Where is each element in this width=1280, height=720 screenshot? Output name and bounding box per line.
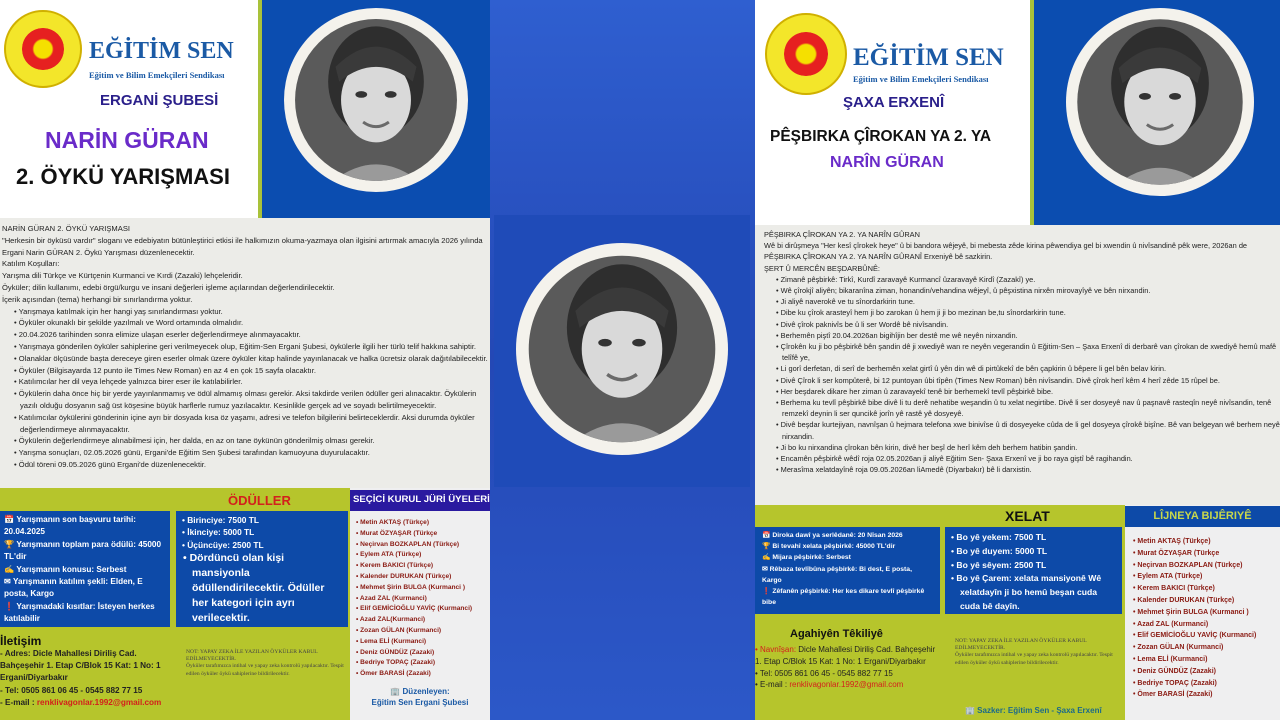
info-line: ❗ Yarışmadaki kısıtlar: İsteyen herkes katılabilir (4, 601, 155, 624)
rule-item: • Encamên pêşbirkê wêdî roja 02.05.2026an ji aliyê Eğitim Sen- Şaxa Erxenî ve ji bo raya giştî bê ragihandin. (776, 453, 1280, 464)
jury-member: • Mehmet Şirin BULGA (Kurmanci ) (356, 583, 490, 594)
note-body: Öyküler tarafımızca intihal ve yapay zeka kontrolü yapılacaktır. Tespit edilen öyküler öykü sahiplerine bildirilecektir. (955, 652, 1113, 666)
jury-member: • Deniz GÜNDÜZ (Zazaki) (356, 648, 490, 659)
award-item: • Üçüncüye: 2500 TL (182, 539, 264, 550)
jury-member: • Neçirvan BOZKAPLAN (Türkçe) (356, 540, 490, 551)
left-poster (0, 0, 490, 720)
award-item-list (951, 531, 1116, 614)
info-line: ✉ Rêbaza tevlîbûna pêşbirkê: Bi dest, E posta, Kargo (762, 565, 912, 584)
award-item: • Birinciye: 7500 TL (182, 515, 259, 525)
condition-line-list (2, 270, 490, 305)
contact-title: İletişim (0, 634, 42, 648)
brand-name: EĞİTİM SEN (89, 38, 234, 64)
contact-info (0, 648, 180, 709)
award-item: • İkinciye: 5000 TL (182, 527, 255, 538)
honoree-name: NARİN GÜRAN (45, 127, 209, 153)
rule-item: • 20.04.2026 tarihinden sonra elimize ulaşan eserler değerlendirmeye alınmayacaktır. (14, 329, 490, 341)
rule-item: • Çîrokên ku ji bo pêşbirkê bên şandin dê ji xwediyê wan re neyên vegerandin û Eğitim-Sen – Şaxa Erxenî di derbarê van çîrokan de xwediyê hemû mafê telîfê ye, (776, 341, 1280, 363)
phone: • Tel: 0505 861 06 45 - 0545 882 77 15 (755, 668, 893, 678)
rule-item: • Merasîma xelatdayînê roja 09.05.2026an liAmedê (Diyarbakır) bê li darxistin. (776, 464, 1280, 475)
jury-member: • Eylem ATA (Türkçe) (356, 550, 490, 561)
center-photo-frame (494, 215, 750, 487)
award-extra: • Dördüncü olan kişi mansiyonla ödüllendirilecektir. Ödüller her kategori için ayrı verilecektir. (183, 552, 325, 625)
jury-member: • Zozan GÜLAN (Kurmanci) (1133, 642, 1280, 654)
organizer-label: 🏢 Düzenleyen: (390, 687, 450, 696)
note-body: Öyküler tarafımızca intihal ve yapay zeka kontrolü yapılacaktır. Tespit edilen öyküler öykü sahiplerine bildirilecektir. (186, 663, 344, 677)
info-line-list (4, 514, 166, 626)
rule-item: • Yarışmaya katılmak için her hangi yaş sınırlandırması yoktur. (14, 306, 490, 318)
photo-panel (262, 0, 490, 218)
jury-title: SEÇİCİ KURUL JÜRİ ÜYELERİ (350, 490, 490, 511)
email-label: • E-mail : (755, 680, 790, 690)
jury-member: • Lema ELİ (Kurmanci) (356, 637, 490, 648)
awards-title: XELAT (1005, 508, 1050, 524)
photo-panel (1034, 0, 1280, 225)
center-portrait-photo (516, 243, 728, 455)
center-panel (490, 0, 755, 720)
jury-member: • Azad ZAL (Kurmanci) (1133, 619, 1280, 631)
info-line: 📅 Yarışmanın son başvuru tarihi: 20.04.2025 (4, 515, 136, 537)
union-logo (4, 10, 82, 88)
union-logo (765, 13, 847, 95)
rule-item: • Berhema ku tevlî pêşbirkê bibe divê li tu derê nehatibe weşandin û tu xelat negirtibe. Divê li ser dosyeyê nav û paşnavê rasteqîn neyê nivîsandin, tenê remzekî deynin li ser quncikê jorîn yê rastê yê dosyeyê. (776, 397, 1280, 419)
jury-member: • Azad ZAL (Kurmanci) (356, 594, 490, 605)
info-line-list (762, 530, 933, 608)
rules-text (764, 229, 1280, 475)
organizer: 🏢 Sazker: Eğitim Sen - Şaxa Erxenî (965, 706, 1102, 715)
rule-item: • Ödül töreni 09.05.2026 günü Ergani'de düzenlenecektir. (14, 459, 490, 471)
jury-member: • Azad ZAL(Kurmanci) (356, 615, 490, 626)
award-extra-text: Dördüncü olan kişi mansiyonla ödüllendirilecektir. Ödüller her kategori için ayrı verilecektir. (189, 552, 325, 625)
rule-item: • Katılımcılar her dil veya lehçede yalnızca birer eser ile katılabilirler. (14, 376, 490, 388)
condition-line: Öyküler; dilin kullanımı, edebi örgü/kurgu ve insani değerleri işleme açılarından değerlendirilecektir. (2, 282, 335, 292)
awards-box (945, 527, 1122, 614)
rule-item-list (764, 274, 1280, 476)
rules-text (2, 223, 490, 471)
info-line: 🏆 Yarışmanın toplam para ödülü: 45000 TL'dir (4, 539, 162, 562)
jury-member: • Ömer BARASİ (Zazaki) (1133, 689, 1280, 701)
rule-item: • Divê çîrok paknivîs be û li ser Wordê bê nivîsandin. (776, 319, 1280, 330)
rules-intro: Wê bi dirûşmeya "Her kesî çîrokek heye" û bi bandora wêjeyê, bi mebesta zêde kirina pêwendiya gel bi xwendin û nivîsandinê pêk were, 2026an de PÊŞBIRKA ÇÎROKAN YA 2. YA NARÎN GÛRANÎ Erxeniyê bê sazkirin. (764, 241, 1248, 262)
jury-member: • Neçirvan BOZKAPLAN (Türkçe) (1133, 560, 1280, 572)
jury-member: • Kalender DURUKAN (Türkçe) (356, 572, 490, 583)
email-link[interactable]: renklivagonlar.1992@gmail.com (789, 680, 904, 690)
rule-item: • Dibe ku çîrok arasteyî hem ji bo zarokan û hem ji ji bo mezinan be,tu sînordarkirin tune. (776, 307, 1280, 318)
condition-line: İçerik açısından (tema) herhangi bir sınırlandırma yoktur. (2, 294, 193, 304)
rule-item: • Öyküler (Bilgisayarda 12 punto ile Times New Roman) en az 4 en çok 15 sayfa olacaktır. (14, 365, 490, 377)
rule-item-list (2, 306, 490, 471)
rule-item: • Divê Çîrok li ser kompûterê, bi 12 puntoyan ûbi tîpên (Times New Roman) bên nivîsandin. Divê çîrok herî kêm 4 herî zêde 15 rûpel be. (776, 375, 1280, 386)
portrait-photo (1066, 8, 1254, 196)
rule-item: • Olanaklar ölçüsünde başta dereceye giren eserler olmak üzere öyküler kitap halinde yayınlanacak ve halka ücretsiz olarak dağıtılabilecektir. (14, 353, 490, 365)
jury-member: • Lema ELİ (Kurmanci) (1133, 654, 1280, 666)
info-box (755, 527, 940, 614)
rule-item: • Divê beşdar kurtejiyan, navnîşan û hejmara telefona xwe binivîse û di dosyeyeke cûda de li gel dosyeya çîrokê bişîne. Bê van belgeyan wê berhem neyê nirxandin. (776, 419, 1280, 441)
info-line: ✍ Mijara pêşbirkê: Serbest (762, 554, 851, 562)
info-line: ❗ Zêfanên pêşbirkê: Her kes dikare tevlî pêşbirkê bibe (762, 588, 925, 607)
rules-heading: NARİN GÜRAN 2. ÖYKÜ YARIŞMASI (2, 224, 130, 233)
jury-member: • Elif GEMİCİOĞLU YAVİÇ (Kurmanci) (356, 604, 490, 615)
award-item: • Bo yê Çarem: xelata mansiyonê Wê xelatdayîn ji bo hemû beşan cuda cuda bê dayîn. (951, 573, 1102, 611)
info-line: 🏆 Bi tevahî xelata pêşbirkê: 45000 TL'dir (762, 543, 896, 551)
jury-member: • Murat ÖZYAŞAR (Türkçe (1133, 548, 1280, 560)
award-item: • Bo yê yekem: 7500 TL (951, 532, 1047, 542)
rule-item: • Wê çîrokjî aliyên; bikaranîna ziman, honandin/vehandina wêjeyî, û pêşxistina nirxên mirovayîyê ve bên nirxandin. (776, 285, 1280, 296)
phone: - Tel: 0505 861 06 45 - 0545 882 77 15 (0, 685, 143, 695)
contact-title: Agahiyên Têkiliyê (790, 628, 883, 640)
poster-title: 2. ÖYKÜ YARIŞMASI (16, 164, 230, 189)
awards-title: ÖDÜLLER (228, 493, 291, 508)
jury-member-list (356, 518, 490, 680)
jury-member: • Mehmet Şirin BULGA (Kurmanci ) (1133, 607, 1280, 619)
address: Dicle Mahallesi Diriliş Cad. Bahçeşehir 1. Etap C/Blok 15 Kat: 1 No: 1 Ergani/Diyarbakır (755, 645, 936, 666)
brand-name: EĞİTİM SEN (853, 44, 1004, 71)
brand-subtitle: Eğitim ve Bilim Emekçileri Sendikası (89, 70, 225, 80)
conditions-label: Katılım Koşulları: (2, 259, 60, 269)
rule-item: • Yarışma sonuçları, 02.05.2026 günü, Ergani'de Eğitim Sen Şubesi tarafından kamuoyuna duyurulacaktır. (14, 447, 490, 459)
info-line: ✍ Yarışmanın konusu: Serbest (4, 564, 127, 574)
rule-item: • Her beşdarek dikare her ziman û zaravayekî tenê bir berhemekî tevlî pêşbirkê bibe. (776, 386, 1280, 397)
jury-member: • Eylem ATA (Türkçe) (1133, 571, 1280, 583)
jury-title: LÎJNEYA BIJÊRIYÊ (1125, 506, 1280, 527)
rule-item: • Ji aliyê naverokê ve tu sînordarkirin tune. (776, 296, 1280, 307)
right-poster (755, 0, 1280, 720)
branch-name: ŞAXA ERXENÎ (843, 94, 945, 111)
honoree-name: NARÎN GÜRAN (830, 154, 944, 171)
jury-member: • Kerem BAKICI (Türkçe) (1133, 583, 1280, 595)
condition-line: Yarışma dili Türkçe ve Kürtçenin Kurmanci ve Kırdi (Zazaki) lehçeleridir. (2, 271, 243, 281)
info-line: ✉ Yarışmanın katılım şekli: Elden, E posta, Kargo (4, 577, 143, 599)
ai-note (186, 649, 346, 678)
note-title: NOT: YAPAY ZEKA İLE YAZILAN ÖYKÜLER KABUL EDİLMEYECEKTİR. (955, 638, 1087, 652)
info-line: 📅 Diroka dawî ya serlêdanê: 20 Nîsan 2026 (762, 532, 903, 539)
jury-member: • Metin AKTAŞ (Türkçe) (356, 518, 490, 529)
poster-title: PÊŞBIRKA ÇÎROKAN YA 2. YA (770, 128, 992, 145)
rule-item: • Yarışmaya gönderilen öyküler sahiplerine geri verilmeyecek olup, Eğitim-Sen Ergani Şubesi, öykülerle ilgili her türlü telif hakkına sahiptir. (14, 341, 490, 353)
note-title: NOT: YAPAY ZEKA İLE YAZILAN ÖYKÜLER KABUL EDİLMEYECEKTİR. (186, 649, 318, 663)
jury-member: • Deniz GÜNDÜZ (Zazaki) (1133, 666, 1280, 678)
rule-item: • Öykülerin daha önce hiç bir yerde yayınlanmamış ve ödül almamış olması gerekir. Aksi takdirde verilen ödüller geri alınacaktır. Öykülerin yazılı olduğu dosyanın sağ üst köşesine büyük harflerle rumuz yazılacaktır. Kesinlikle gerçek ad ve soyadı belirtilmeyecektir. (14, 388, 490, 412)
jury-member: • Bedriye TOPAÇ (Zazaki) (1133, 678, 1280, 690)
address-label: • Navnîşan: (755, 645, 799, 654)
rule-item: • Zimanê pêşbirkê: Tirkî, Kurdî zaravayê Kurmancî ûzaravayê Kirdî (Zazakî) ye. (776, 274, 1280, 285)
awards-box (176, 511, 348, 627)
jury-member-list (1133, 536, 1280, 701)
jury-member: • Murat ÖZYAŞAR (Türkçe (356, 529, 490, 540)
rule-item: • Öykülerin değerlendirmeye alınabilmesi için, her dalda, en az on tane öykünün gönderilmiş olması gerekir. (14, 435, 490, 447)
branch-name: ERGANİ ŞUBESİ (100, 92, 219, 109)
rule-item: • Katılımcılar öykülerini gönderinin içine ayrı bir dosyada kısa öz yaşamı, adresi ve telefon bilgilerini belirteceklerdir. Aksi durumda öyküler değerlendirmeye alınmayacaktır. (14, 412, 490, 436)
brand-subtitle: Eğitim ve Bilim Emekçileri Sendikası (853, 74, 989, 84)
organizer (350, 686, 490, 708)
rule-item: • Li gorî derfetan, di serî de berhemên xelat girtî û yên din wê di pirtûkekî de bên çapkirin û bêpere li gel bên belav kirin. (776, 363, 1280, 374)
email-label: - E-mail : (0, 697, 37, 707)
portrait-photo (284, 8, 468, 192)
award-item: • Bo yê sêyem: 2500 TL (951, 559, 1047, 570)
jury-member: • Ömer BARASİ (Zazaki) (356, 669, 490, 680)
jury-member: • Zozan GÜLAN (Kurmanci) (356, 626, 490, 637)
rule-item: • Berhemên piştî 20.04.2026an bigihîjin ber destê me wê neyên nirxandin. (776, 330, 1280, 341)
info-box (0, 511, 170, 627)
contact-info (755, 644, 940, 691)
organizer-name: Eğitim Sen Ergani Şubesi (371, 698, 469, 707)
jury-member: • Kalender DURUKAN (Türkçe) (1133, 595, 1280, 607)
rule-item: • Ji bo ku nirxandina çîrokan bên kirin, divê her beşî de herî kêm deh berhem hatibin şandin. (776, 442, 1280, 453)
jury-member: • Elif GEMİCİOĞLU YAVİÇ (Kurmanci) (1133, 630, 1280, 642)
jury-member: • Metin AKTAŞ (Türkçe) (1133, 536, 1280, 548)
jury-member: • Kerem BAKICI (Türkçe) (356, 561, 490, 572)
jury-member: • Bedriye TOPAÇ (Zazaki) (356, 658, 490, 669)
rule-item: • Öyküler okunaklı bir şekilde yazılmalı ve Word ortamında olmalıdır. (14, 317, 490, 329)
rules-heading: PÊŞBIRKA ÇÎROKAN YA 2. YA NARÎN GÛRAN (764, 230, 920, 239)
award-item: • Bo yê duyem: 5000 TL (951, 545, 1048, 556)
rules-intro: "Herkesin bir öyküsü vardır" sloganı ve edebiyatın bütünleştirici etkisi ile halkımızın okuma-yazmaya olan ilgisini artırmak amacıyla 2026 yılında Ergani Narin GÜRAN 2. Öykü Yarışması düzenlenecektir. (2, 235, 483, 257)
email-link[interactable]: renklivagonlar.1992@gmail.com (36, 697, 162, 707)
award-item-list (182, 514, 342, 551)
conditions-label: ŞERT Û MERCÊN BEŞDARBÛNÊ: (764, 263, 880, 273)
ai-note (955, 638, 1115, 667)
address: - Adres: Dicle Mahallesi Diriliş Cad. Bahçeşehir 1. Etap C/Blok 15 Kat: 1 No: 1 Ergani/Diyarbakır (0, 649, 161, 683)
